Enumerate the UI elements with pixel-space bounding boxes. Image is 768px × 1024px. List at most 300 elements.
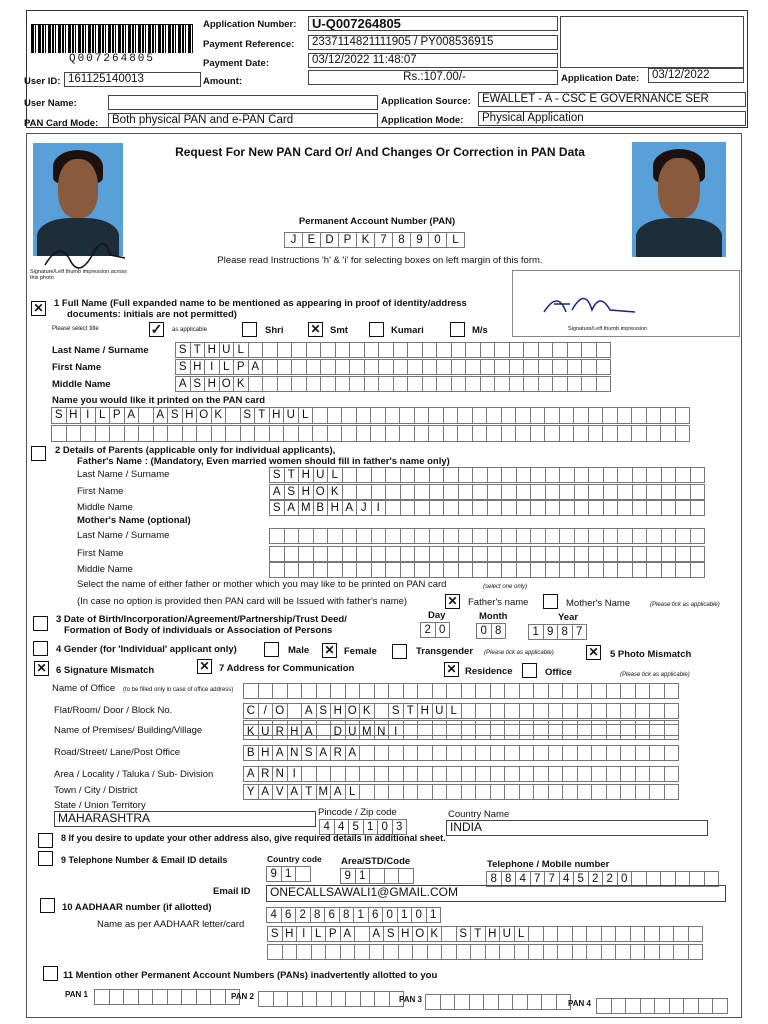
char-box[interactable]	[545, 562, 561, 578]
char-box[interactable]: 4	[334, 819, 350, 835]
char-box[interactable]: L	[298, 407, 314, 424]
char-box[interactable]	[385, 425, 401, 442]
char-box[interactable]: H	[417, 703, 433, 719]
char-box[interactable]	[487, 500, 503, 516]
char-box[interactable]	[240, 425, 256, 442]
char-box[interactable]	[388, 784, 404, 800]
char-box[interactable]: S	[267, 926, 283, 942]
char-box[interactable]	[109, 425, 125, 442]
char-box[interactable]	[414, 500, 430, 516]
char-box[interactable]	[301, 766, 317, 782]
char-box[interactable]	[458, 484, 474, 500]
char-box[interactable]	[567, 376, 583, 392]
char-box[interactable]	[66, 425, 82, 442]
char-box[interactable]	[559, 467, 575, 483]
char-box[interactable]: T	[254, 407, 270, 424]
char-box[interactable]	[356, 407, 372, 424]
char-box[interactable]	[617, 425, 633, 442]
char-box[interactable]	[262, 376, 278, 392]
char-box[interactable]: O	[272, 703, 288, 719]
char-box[interactable]	[458, 500, 474, 516]
char-box[interactable]	[340, 944, 356, 960]
char-box[interactable]	[313, 528, 329, 544]
char-box[interactable]: U	[258, 724, 274, 740]
char-box[interactable]	[501, 425, 517, 442]
signature-mismatch-checkbox[interactable]: ✕	[34, 661, 49, 676]
char-box[interactable]: 8	[501, 871, 517, 887]
char-box[interactable]	[544, 425, 560, 442]
char-box[interactable]	[646, 500, 662, 516]
char-box[interactable]	[269, 546, 285, 562]
char-box[interactable]	[501, 500, 517, 516]
char-box[interactable]: 7	[572, 624, 588, 640]
char-box[interactable]	[530, 484, 546, 500]
char-box[interactable]	[458, 467, 474, 483]
char-box[interactable]	[403, 766, 419, 782]
char-box[interactable]	[530, 528, 546, 544]
char-box[interactable]	[559, 528, 575, 544]
char-box[interactable]	[403, 784, 419, 800]
char-box[interactable]	[545, 500, 561, 516]
char-box[interactable]	[646, 467, 662, 483]
char-box[interactable]	[461, 745, 477, 761]
char-box[interactable]: S	[175, 342, 191, 358]
char-box[interactable]	[269, 562, 285, 578]
char-box[interactable]: D	[330, 724, 346, 740]
char-box[interactable]	[675, 562, 691, 578]
char-box[interactable]	[457, 425, 473, 442]
char-box[interactable]	[486, 425, 502, 442]
char-box[interactable]	[458, 562, 474, 578]
char-box[interactable]: 6	[368, 907, 384, 923]
char-box[interactable]	[330, 683, 346, 699]
char-box[interactable]	[211, 425, 227, 442]
char-box[interactable]	[661, 546, 677, 562]
char-box[interactable]	[403, 745, 419, 761]
char-box[interactable]	[291, 376, 307, 392]
char-box[interactable]: A	[340, 926, 356, 942]
char-box[interactable]	[196, 989, 212, 1005]
char-box[interactable]	[581, 342, 597, 358]
char-box[interactable]	[545, 467, 561, 483]
char-box[interactable]	[284, 528, 300, 544]
char-box[interactable]	[414, 546, 430, 562]
char-box[interactable]	[545, 484, 561, 500]
char-box[interactable]	[601, 926, 617, 942]
char-box[interactable]	[327, 528, 343, 544]
char-box[interactable]	[501, 528, 517, 544]
char-box[interactable]: P	[325, 926, 341, 942]
char-box[interactable]	[371, 484, 387, 500]
char-box[interactable]	[403, 683, 419, 699]
char-box[interactable]	[443, 562, 459, 578]
char-box[interactable]	[632, 500, 648, 516]
char-box[interactable]	[581, 359, 597, 375]
char-box[interactable]	[407, 359, 423, 375]
char-box[interactable]	[378, 342, 394, 358]
char-box[interactable]	[388, 683, 404, 699]
char-box[interactable]	[385, 484, 401, 500]
char-box[interactable]	[620, 784, 636, 800]
char-box[interactable]: L	[327, 467, 343, 483]
char-box[interactable]	[606, 745, 622, 761]
char-box[interactable]	[138, 425, 154, 442]
char-box[interactable]	[646, 546, 662, 562]
char-box[interactable]	[277, 376, 293, 392]
char-box[interactable]	[690, 500, 706, 516]
char-box[interactable]	[602, 407, 618, 424]
char-box[interactable]	[472, 407, 488, 424]
char-box[interactable]	[519, 683, 535, 699]
male-checkbox[interactable]	[264, 642, 279, 657]
char-box[interactable]	[588, 546, 604, 562]
char-box[interactable]	[606, 784, 622, 800]
char-box[interactable]	[498, 994, 514, 1010]
char-box[interactable]	[617, 528, 633, 544]
char-box[interactable]	[512, 994, 528, 1010]
char-box[interactable]	[690, 528, 706, 544]
char-box[interactable]	[620, 683, 636, 699]
char-box[interactable]	[690, 484, 706, 500]
char-box[interactable]: M	[298, 500, 314, 516]
char-box[interactable]	[559, 546, 575, 562]
char-box[interactable]: L	[219, 359, 235, 375]
char-box[interactable]	[519, 745, 535, 761]
char-box[interactable]: 2	[602, 871, 618, 887]
char-box[interactable]: L	[446, 703, 462, 719]
char-box[interactable]	[572, 926, 588, 942]
char-box[interactable]	[519, 784, 535, 800]
char-box[interactable]	[664, 766, 680, 782]
char-box[interactable]	[675, 484, 691, 500]
char-box[interactable]	[345, 991, 361, 1007]
char-box[interactable]	[533, 745, 549, 761]
char-box[interactable]	[356, 546, 372, 562]
char-box[interactable]	[501, 407, 517, 424]
kumari-checkbox[interactable]	[369, 322, 384, 337]
char-box[interactable]	[611, 998, 627, 1014]
char-box[interactable]	[586, 926, 602, 942]
char-box[interactable]	[490, 683, 506, 699]
char-box[interactable]	[400, 500, 416, 516]
char-box[interactable]: S	[269, 500, 285, 516]
char-box[interactable]	[446, 784, 462, 800]
char-box[interactable]	[509, 359, 525, 375]
char-box[interactable]	[451, 376, 467, 392]
char-box[interactable]	[690, 562, 706, 578]
char-box[interactable]	[356, 484, 372, 500]
char-box[interactable]	[659, 926, 675, 942]
char-box[interactable]	[475, 784, 491, 800]
char-box[interactable]	[398, 868, 414, 884]
char-box[interactable]	[269, 425, 285, 442]
photo-mismatch-checkbox[interactable]: ✕	[586, 645, 601, 660]
char-box[interactable]	[302, 991, 318, 1007]
char-box[interactable]	[615, 944, 631, 960]
char-box[interactable]	[475, 724, 491, 740]
char-box[interactable]	[429, 562, 445, 578]
char-box[interactable]	[528, 944, 544, 960]
char-box[interactable]	[182, 425, 198, 442]
char-box[interactable]	[432, 784, 448, 800]
char-box[interactable]	[617, 484, 633, 500]
char-box[interactable]	[284, 562, 300, 578]
char-box[interactable]	[646, 562, 662, 578]
char-box[interactable]	[509, 342, 525, 358]
char-box[interactable]	[567, 359, 583, 375]
char-box[interactable]	[393, 376, 409, 392]
char-box[interactable]: H	[190, 359, 206, 375]
char-box[interactable]	[472, 546, 488, 562]
char-box[interactable]	[632, 467, 648, 483]
char-box[interactable]	[617, 546, 633, 562]
char-box[interactable]: S	[175, 359, 191, 375]
char-box[interactable]	[298, 546, 314, 562]
char-box[interactable]	[330, 766, 346, 782]
char-box[interactable]	[632, 562, 648, 578]
section9-checkbox[interactable]	[38, 851, 53, 866]
char-box[interactable]	[443, 425, 459, 442]
char-box[interactable]	[625, 998, 641, 1014]
shri-checkbox[interactable]	[242, 322, 257, 337]
char-box[interactable]	[591, 766, 607, 782]
char-box[interactable]	[301, 683, 317, 699]
char-box[interactable]: 5	[348, 819, 364, 835]
fathers-name-checkbox[interactable]: ✕	[445, 594, 460, 609]
char-box[interactable]: P	[109, 407, 125, 424]
char-box[interactable]	[562, 724, 578, 740]
char-box[interactable]	[519, 766, 535, 782]
char-box[interactable]	[313, 546, 329, 562]
char-box[interactable]: I	[204, 359, 220, 375]
char-box[interactable]	[243, 683, 259, 699]
char-box[interactable]	[472, 500, 488, 516]
char-box[interactable]	[414, 407, 430, 424]
char-box[interactable]	[407, 376, 423, 392]
char-box[interactable]	[374, 703, 390, 719]
char-box[interactable]	[483, 994, 499, 1010]
char-box[interactable]: O	[196, 407, 212, 424]
char-box[interactable]: A	[330, 784, 346, 800]
char-box[interactable]	[446, 724, 462, 740]
char-box[interactable]	[516, 500, 532, 516]
char-box[interactable]	[617, 500, 633, 516]
char-box[interactable]: I	[287, 766, 303, 782]
char-box[interactable]	[371, 528, 387, 544]
char-box[interactable]	[378, 359, 394, 375]
char-box[interactable]	[422, 376, 438, 392]
char-box[interactable]: U	[283, 407, 299, 424]
char-box[interactable]	[631, 407, 647, 424]
char-box[interactable]	[472, 562, 488, 578]
char-box[interactable]	[603, 562, 619, 578]
char-box[interactable]	[359, 683, 375, 699]
char-box[interactable]	[356, 425, 372, 442]
char-box[interactable]	[414, 484, 430, 500]
char-box[interactable]	[414, 562, 430, 578]
char-box[interactable]	[414, 425, 430, 442]
char-box[interactable]	[591, 703, 607, 719]
char-box[interactable]: A	[287, 784, 303, 800]
char-box[interactable]	[572, 944, 588, 960]
char-box[interactable]	[574, 500, 590, 516]
char-box[interactable]	[167, 425, 183, 442]
char-box[interactable]	[461, 703, 477, 719]
char-box[interactable]	[417, 745, 433, 761]
char-box[interactable]	[370, 425, 386, 442]
char-box[interactable]	[138, 989, 154, 1005]
char-box[interactable]	[494, 376, 510, 392]
char-box[interactable]: H	[298, 484, 314, 500]
char-box[interactable]	[617, 467, 633, 483]
char-box[interactable]	[698, 998, 714, 1014]
char-box[interactable]	[588, 562, 604, 578]
char-box[interactable]	[400, 528, 416, 544]
char-box[interactable]	[548, 784, 564, 800]
char-box[interactable]: B	[313, 500, 329, 516]
char-box[interactable]: S	[383, 926, 399, 942]
char-box[interactable]	[591, 683, 607, 699]
char-box[interactable]	[644, 926, 660, 942]
char-box[interactable]: 0	[476, 623, 492, 639]
char-box[interactable]	[384, 868, 400, 884]
char-box[interactable]	[659, 944, 675, 960]
char-box[interactable]	[345, 766, 361, 782]
char-box[interactable]	[675, 407, 691, 424]
char-box[interactable]	[446, 683, 462, 699]
char-box[interactable]: U	[219, 342, 235, 358]
char-box[interactable]	[472, 528, 488, 544]
char-box[interactable]	[360, 991, 376, 1007]
char-box[interactable]	[320, 376, 336, 392]
char-box[interactable]	[262, 342, 278, 358]
char-box[interactable]	[364, 359, 380, 375]
char-box[interactable]	[443, 500, 459, 516]
char-box[interactable]	[562, 784, 578, 800]
char-box[interactable]	[533, 724, 549, 740]
char-box[interactable]	[538, 376, 554, 392]
char-box[interactable]	[487, 562, 503, 578]
char-box[interactable]	[417, 724, 433, 740]
section10-checkbox[interactable]	[40, 898, 55, 913]
char-box[interactable]	[327, 425, 343, 442]
char-box[interactable]	[538, 359, 554, 375]
char-box[interactable]	[123, 989, 139, 1005]
char-box[interactable]	[138, 407, 154, 424]
char-box[interactable]	[331, 991, 347, 1007]
char-box[interactable]	[591, 745, 607, 761]
char-box[interactable]	[490, 703, 506, 719]
char-box[interactable]	[675, 546, 691, 562]
char-box[interactable]: R	[272, 724, 288, 740]
char-box[interactable]	[398, 944, 414, 960]
char-box[interactable]	[649, 703, 665, 719]
char-box[interactable]: A	[153, 407, 169, 424]
char-box[interactable]	[400, 546, 416, 562]
char-box[interactable]: P	[233, 359, 249, 375]
char-box[interactable]: A	[369, 926, 385, 942]
char-box[interactable]	[436, 376, 452, 392]
char-box[interactable]	[422, 359, 438, 375]
char-box[interactable]	[675, 425, 691, 442]
char-box[interactable]	[371, 562, 387, 578]
char-box[interactable]: T	[190, 342, 206, 358]
char-box[interactable]	[528, 926, 544, 942]
char-box[interactable]	[277, 359, 293, 375]
char-box[interactable]: 8	[557, 624, 573, 640]
char-box[interactable]	[342, 484, 358, 500]
char-box[interactable]: Y	[243, 784, 259, 800]
char-box[interactable]	[640, 998, 656, 1014]
char-box[interactable]	[533, 766, 549, 782]
char-box[interactable]	[465, 342, 481, 358]
char-box[interactable]	[490, 766, 506, 782]
char-box[interactable]: S	[51, 407, 67, 424]
char-box[interactable]	[480, 376, 496, 392]
char-box[interactable]	[374, 991, 390, 1007]
char-box[interactable]	[646, 484, 662, 500]
char-box[interactable]: K	[243, 724, 259, 740]
char-box[interactable]	[385, 407, 401, 424]
char-box[interactable]	[306, 376, 322, 392]
char-box[interactable]	[487, 546, 503, 562]
char-box[interactable]: R	[330, 745, 346, 761]
char-box[interactable]	[181, 989, 197, 1005]
char-box[interactable]	[669, 998, 685, 1014]
char-box[interactable]	[516, 484, 532, 500]
char-box[interactable]: 2	[295, 907, 311, 923]
char-box[interactable]	[504, 766, 520, 782]
char-box[interactable]	[312, 425, 328, 442]
char-box[interactable]: M	[316, 784, 332, 800]
char-box[interactable]	[603, 500, 619, 516]
char-box[interactable]	[480, 342, 496, 358]
char-box[interactable]	[440, 994, 456, 1010]
char-box[interactable]	[559, 484, 575, 500]
char-box[interactable]: N	[374, 724, 390, 740]
char-box[interactable]	[287, 991, 303, 1007]
char-box[interactable]	[646, 407, 662, 424]
char-box[interactable]	[606, 683, 622, 699]
char-box[interactable]	[342, 562, 358, 578]
char-box[interactable]	[425, 994, 441, 1010]
char-box[interactable]	[683, 998, 699, 1014]
char-box[interactable]	[210, 989, 226, 1005]
char-box[interactable]	[325, 944, 341, 960]
char-box[interactable]	[559, 425, 575, 442]
char-box[interactable]: T	[403, 703, 419, 719]
char-box[interactable]: T	[284, 467, 300, 483]
char-box[interactable]	[606, 703, 622, 719]
char-box[interactable]	[562, 703, 578, 719]
char-box[interactable]	[635, 745, 651, 761]
char-box[interactable]	[630, 926, 646, 942]
char-box[interactable]: K	[327, 484, 343, 500]
char-box[interactable]	[312, 407, 328, 424]
char-box[interactable]	[620, 766, 636, 782]
char-box[interactable]	[374, 766, 390, 782]
char-box[interactable]	[548, 683, 564, 699]
char-box[interactable]	[341, 425, 357, 442]
char-box[interactable]	[577, 724, 593, 740]
char-box[interactable]	[429, 546, 445, 562]
char-box[interactable]	[298, 425, 314, 442]
char-box[interactable]	[472, 467, 488, 483]
char-box[interactable]	[291, 359, 307, 375]
char-box[interactable]	[283, 425, 299, 442]
char-box[interactable]	[573, 407, 589, 424]
char-box[interactable]	[385, 500, 401, 516]
